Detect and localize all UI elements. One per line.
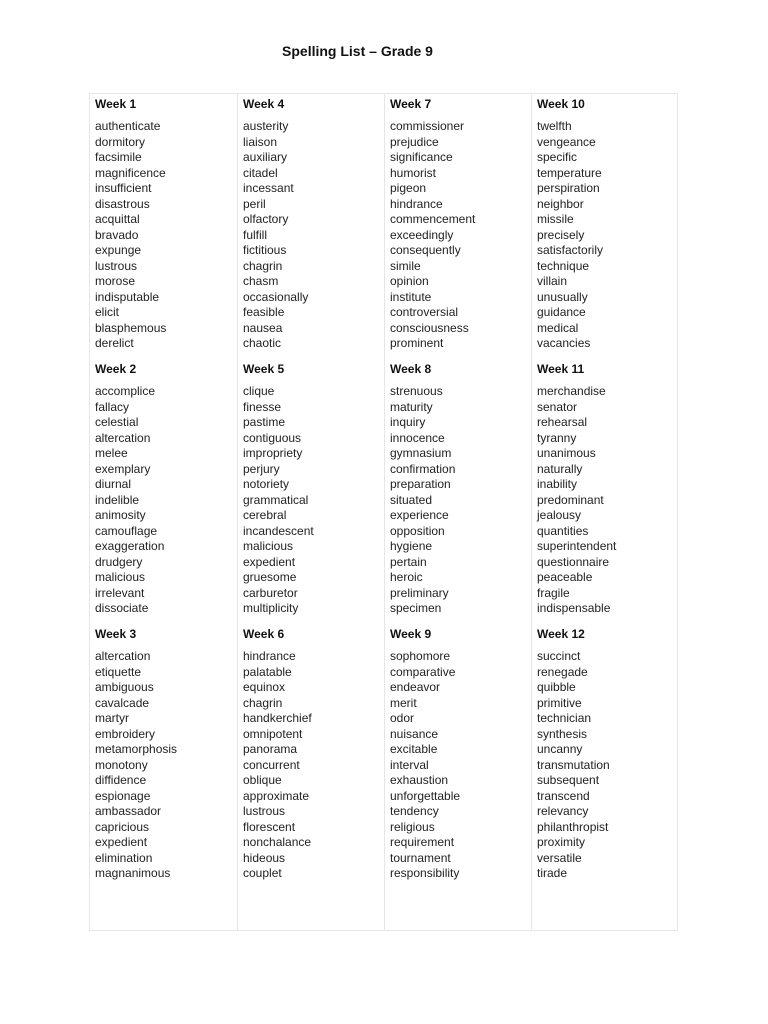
word-item: jealousy <box>537 508 582 522</box>
word-item: rehearsal <box>537 415 588 429</box>
word-item: acquittal <box>95 212 140 226</box>
word-item: cerebral <box>243 508 287 522</box>
word-list <box>95 119 166 352</box>
word-item: drudgery <box>95 554 143 569</box>
word-item: embroidery <box>95 726 156 741</box>
word-item: ambiguous <box>95 680 154 694</box>
word-item: versatile <box>537 850 582 865</box>
word-item: guidance <box>537 305 586 319</box>
word-item: tyranny <box>537 430 577 445</box>
word-item: omnipotent <box>243 726 303 741</box>
word-list <box>95 649 177 882</box>
word-item: metamorphosis <box>95 742 178 756</box>
word-item: simile <box>390 258 421 273</box>
word-item: merchandise <box>537 384 606 398</box>
word-item: unanimous <box>537 446 596 460</box>
word-item: morose <box>95 274 136 288</box>
word-item: superintendent <box>537 539 617 553</box>
word-list <box>95 384 164 617</box>
spelling-table <box>89 93 678 931</box>
word-item: experience <box>390 508 449 522</box>
word-list <box>537 649 610 882</box>
word-item: synthesis <box>537 726 588 741</box>
word-item: chagrin <box>243 695 283 710</box>
word-list <box>390 384 455 617</box>
word-item: perspiration <box>537 181 600 195</box>
word-item: bravado <box>95 227 139 242</box>
week-heading: Week 2 <box>95 362 137 376</box>
word-item: nuisance <box>390 726 439 741</box>
word-item: fragile <box>537 585 570 600</box>
word-item: malicious <box>243 539 294 553</box>
word-item: precisely <box>537 227 585 242</box>
word-list <box>537 119 603 352</box>
table-column <box>90 94 237 930</box>
word-item: confirmation <box>390 461 456 476</box>
word-item: unusually <box>537 289 588 304</box>
word-list <box>537 384 616 617</box>
word-item: expedient <box>243 554 296 569</box>
word-item: satisfactorily <box>537 243 604 257</box>
word-item: occasionally <box>243 289 309 304</box>
word-item: carburetor <box>243 585 298 600</box>
word-item: consciousness <box>390 320 469 335</box>
week-heading: Week 6 <box>243 627 285 641</box>
word-item: indelible <box>95 492 140 507</box>
word-item: magnanimous <box>95 866 171 880</box>
word-list <box>390 649 460 882</box>
word-item: relevancy <box>537 804 589 818</box>
word-item: maturity <box>390 399 433 414</box>
word-item: heroic <box>390 570 423 584</box>
week-heading: Week 7 <box>390 97 432 111</box>
word-item: malicious <box>95 570 146 584</box>
word-item: concurrent <box>243 757 300 772</box>
word-item: subsequent <box>537 773 600 787</box>
word-item: odor <box>390 711 415 725</box>
table-column <box>384 94 532 930</box>
word-item: handkerchief <box>243 711 312 725</box>
word-item: incessant <box>243 181 294 195</box>
word-item: villain <box>537 274 568 288</box>
word-item: inquiry <box>390 415 426 429</box>
word-item: equinox <box>243 680 286 694</box>
week-heading: Week 8 <box>390 362 432 376</box>
word-item: fictitious <box>243 243 287 257</box>
word-item: opinion <box>390 274 429 288</box>
word-item: transcend <box>537 788 590 803</box>
word-item: renegade <box>537 664 588 679</box>
word-item: chagrin <box>243 258 283 273</box>
word-item: sophomore <box>390 649 451 663</box>
word-item: prominent <box>390 336 444 350</box>
page-title: Spelling List – Grade 9 <box>282 43 433 59</box>
word-item: couplet <box>243 866 282 880</box>
word-item: humorist <box>390 165 437 180</box>
word-item: tournament <box>390 850 451 865</box>
word-item: animosity <box>95 508 146 522</box>
word-item: quibble <box>537 680 576 694</box>
word-item: lustrous <box>243 804 286 818</box>
word-item: chaotic <box>243 336 282 350</box>
word-item: expedient <box>95 835 148 849</box>
word-item: oblique <box>243 773 282 787</box>
word-item: commencement <box>390 212 476 226</box>
word-item: altercation <box>95 430 151 445</box>
word-item: pigeon <box>390 181 427 195</box>
week-heading: Week 10 <box>537 97 585 111</box>
word-item: ambassador <box>95 804 162 818</box>
word-item: predominant <box>537 492 604 507</box>
word-item: celestial <box>95 415 139 429</box>
word-item: multiplicity <box>243 601 299 615</box>
word-item: magnificence <box>95 165 166 180</box>
word-item: vacancies <box>537 336 591 350</box>
word-item: preparation <box>390 477 451 491</box>
word-item: perjury <box>243 461 280 476</box>
word-item: clique <box>243 384 275 398</box>
word-item: florescent <box>243 819 296 834</box>
word-item: olfactory <box>243 212 289 226</box>
word-item: preliminary <box>390 585 449 600</box>
word-item: commissioner <box>390 119 465 133</box>
word-item: liaison <box>243 134 278 149</box>
word-item: hideous <box>243 850 286 865</box>
word-item: etiquette <box>95 664 142 679</box>
word-item: situated <box>390 492 433 507</box>
word-item: technique <box>537 258 590 273</box>
word-item: pastime <box>243 415 286 429</box>
word-list <box>243 384 314 617</box>
word-item: feasible <box>243 305 285 319</box>
word-item: espionage <box>95 788 151 803</box>
word-item: primitive <box>537 695 582 710</box>
word-item: blasphemous <box>95 320 167 335</box>
word-item: elimination <box>95 850 153 865</box>
word-item: exceedingly <box>390 227 454 242</box>
week-heading: Week 12 <box>537 627 585 641</box>
word-item: citadel <box>243 165 278 180</box>
word-item: technician <box>537 711 592 725</box>
word-item: accomplice <box>95 384 156 398</box>
word-item: indisputable <box>95 289 160 304</box>
word-item: interval <box>390 757 429 772</box>
word-item: opposition <box>390 523 445 538</box>
word-item: elicit <box>95 305 120 319</box>
week-heading: Week 9 <box>390 627 432 641</box>
word-item: impropriety <box>243 446 303 460</box>
word-item: tirade <box>537 866 568 880</box>
word-item: facsimile <box>95 150 142 164</box>
word-item: cavalcade <box>95 695 150 710</box>
word-item: exemplary <box>95 461 151 476</box>
word-item: specific <box>537 150 578 164</box>
word-item: exhaustion <box>390 773 449 787</box>
word-item: inability <box>537 477 578 491</box>
word-item: medical <box>537 320 579 335</box>
word-item: palatable <box>243 664 292 679</box>
word-item: naturally <box>537 461 583 476</box>
word-item: specimen <box>390 601 442 615</box>
word-item: gruesome <box>243 570 297 584</box>
word-item: altercation <box>95 649 151 663</box>
word-item: temperature <box>537 165 602 180</box>
word-item: nonchalance <box>243 835 312 849</box>
word-item: notoriety <box>243 477 290 491</box>
word-item: indispensable <box>537 601 611 615</box>
word-item: dissociate <box>95 601 149 615</box>
word-item: dormitory <box>95 134 146 149</box>
word-item: approximate <box>243 788 310 803</box>
word-item: contiguous <box>243 430 302 445</box>
week-heading: Week 4 <box>243 97 285 111</box>
word-item: panorama <box>243 742 298 756</box>
word-item: religious <box>390 819 435 834</box>
word-item: questionnaire <box>537 554 610 569</box>
word-item: prejudice <box>390 134 439 149</box>
word-item: uncanny <box>537 742 583 756</box>
word-item: consequently <box>390 243 461 257</box>
word-item: innocence <box>390 430 445 445</box>
word-item: missile <box>537 212 574 226</box>
word-item: martyr <box>95 711 129 725</box>
week-heading: Week 3 <box>95 627 137 641</box>
word-item: grammatical <box>243 492 309 507</box>
word-item: controversial <box>390 305 459 319</box>
word-item: twelfth <box>537 119 572 133</box>
word-item: fallacy <box>95 399 130 414</box>
word-item: merit <box>390 695 417 710</box>
word-item: excitable <box>390 742 438 756</box>
word-item: fulfill <box>243 227 268 242</box>
word-item: chasm <box>243 274 279 288</box>
word-item: capricious <box>95 819 150 834</box>
word-item: vengeance <box>537 134 596 149</box>
word-item: incandescent <box>243 523 314 538</box>
word-item: austerity <box>243 119 289 133</box>
word-item: auxiliary <box>243 150 288 164</box>
word-item: derelict <box>95 336 134 350</box>
word-item: finesse <box>243 399 282 414</box>
word-item: hindrance <box>390 196 443 211</box>
word-item: responsibility <box>390 866 460 880</box>
table-column <box>531 94 678 930</box>
week-heading: Week 11 <box>537 362 585 376</box>
word-list <box>243 119 308 352</box>
word-item: strenuous <box>390 384 443 398</box>
word-item: significance <box>390 150 453 164</box>
word-item: pertain <box>390 554 427 569</box>
word-item: comparative <box>390 664 456 679</box>
word-item: insufficient <box>95 181 152 195</box>
word-item: proximity <box>537 835 586 849</box>
word-item: exaggeration <box>95 539 165 553</box>
word-item: diurnal <box>95 477 132 491</box>
week-heading: Week 5 <box>243 362 285 376</box>
word-list <box>390 119 475 352</box>
word-item: camouflage <box>95 523 158 538</box>
word-item: lustrous <box>95 258 138 273</box>
word-item: disastrous <box>95 196 150 211</box>
word-item: authenticate <box>95 119 161 133</box>
word-item: monotony <box>95 757 148 772</box>
word-item: irrelevant <box>95 585 145 600</box>
word-item: quantities <box>537 523 589 538</box>
word-item: diffidence <box>95 773 147 787</box>
word-item: melee <box>95 446 128 460</box>
word-item: hindrance <box>243 649 296 663</box>
word-item: succinct <box>537 649 581 663</box>
word-item: institute <box>390 289 432 304</box>
word-item: peril <box>243 196 266 211</box>
word-item: nausea <box>243 320 283 335</box>
word-list <box>243 649 312 882</box>
word-item: neighbor <box>537 196 584 211</box>
word-item: requirement <box>390 835 455 849</box>
word-item: unforgettable <box>390 788 461 803</box>
word-item: hygiene <box>390 539 433 553</box>
word-item: tendency <box>390 804 439 818</box>
week-heading: Week 1 <box>95 97 137 111</box>
word-item: gymnasium <box>390 446 452 460</box>
word-item: expunge <box>95 243 142 257</box>
word-item: transmutation <box>537 757 610 772</box>
word-item: senator <box>537 399 578 414</box>
table-column <box>237 94 385 930</box>
word-item: endeavor <box>390 680 441 694</box>
word-item: philanthropist <box>537 819 609 834</box>
word-item: peaceable <box>537 570 593 584</box>
